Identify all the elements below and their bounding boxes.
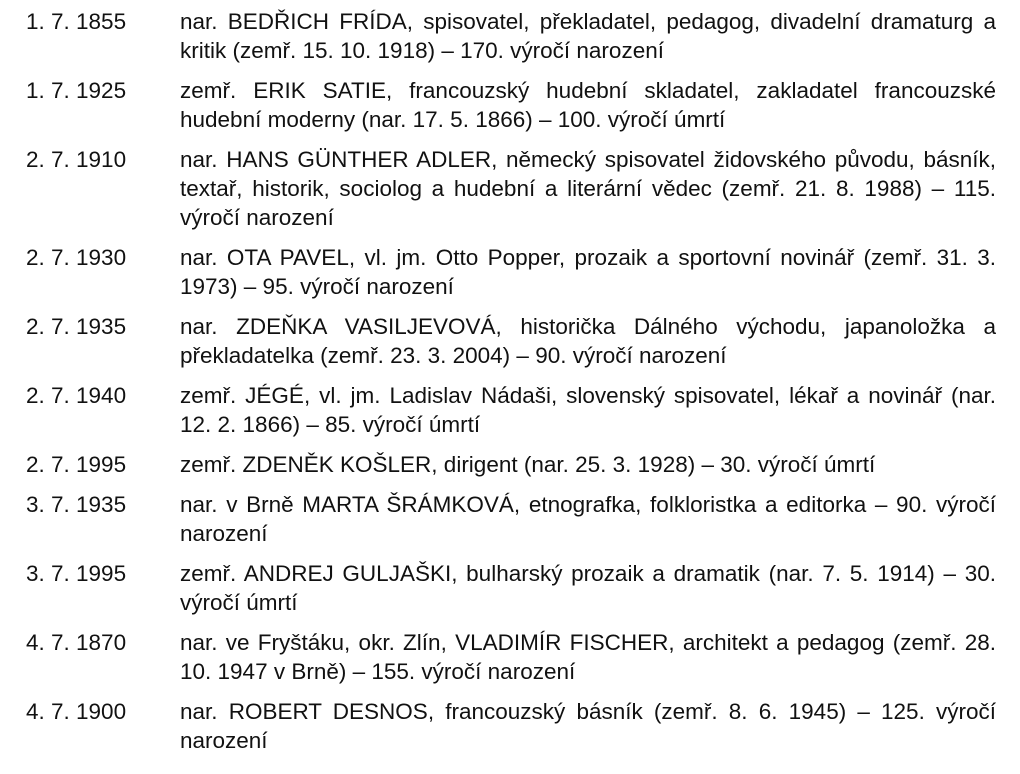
list-item (0, 7, 1020, 65)
list-item (0, 145, 1020, 232)
list-item (0, 76, 1020, 134)
list-item (0, 628, 1020, 686)
entry-text: zemř. ERIK SATIE, francouzský hudební skladatel, zakladatel francouzské hudební moderny (nar. 17. 5. 1866) – 100. výročí úmrtí (180, 78, 996, 132)
list-item (0, 490, 1020, 548)
entry-date: 2. 7. 1940 (26, 383, 127, 408)
entry-date: 2. 7. 1910 (26, 147, 127, 172)
entry-date: 1. 7. 1925 (26, 78, 127, 103)
list-item (0, 559, 1020, 617)
entry-text: zemř. ZDENĚK KOŠLER, dirigent (nar. 25. 3. 1928) – 30. výročí úmrtí (180, 452, 876, 477)
list-item (0, 312, 1020, 370)
entry-text: nar. v Brně MARTA ŠRÁMKOVÁ, etnografka, folkloristka a editorka – 90. výročí narození (180, 492, 996, 546)
entry-date: 2. 7. 1930 (26, 245, 127, 270)
entry-date: 2. 7. 1935 (26, 314, 127, 339)
entry-date: 3. 7. 1935 (26, 492, 127, 517)
anniversary-list (0, 7, 1020, 766)
entry-text: zemř. ANDREJ GULJAŠKI, bulharský prozaik a dramatik (nar. 7. 5. 1914) – 30. výročí úmrtí (180, 561, 996, 615)
entry-text: nar. HANS GÜNTHER ADLER, německý spisovatel židovského původu, básník, textař, historik, sociolog a hudební a literární vědec (zemř. 21. 8. 1988) – 115. výročí narození (180, 147, 996, 230)
entry-date: 2. 7. 1995 (26, 452, 127, 477)
list-item (0, 381, 1020, 439)
list-item (0, 697, 1020, 755)
entry-date: 1. 7. 1855 (26, 9, 127, 34)
entry-text: nar. ROBERT DESNOS, francouzský básník (zemř. 8. 6. 1945) – 125. výročí narození (180, 699, 996, 753)
list-item (0, 450, 1020, 479)
entry-text: nar. ZDEŇKA VASILJEVOVÁ, historička Dálného východu, japanoložka a překladatelka (zemř. 23. 3. 2004) – 90. výročí narození (180, 314, 996, 368)
entry-text: nar. BEDŘICH FRÍDA, spisovatel, překladatel, pedagog, divadelní dramaturg a kritik (zemř. 15. 10. 1918) – 170. výročí narození (180, 9, 996, 63)
entry-text: zemř. JÉGÉ, vl. jm. Ladislav Nádaši, slovenský spisovatel, lékař a novinář (nar. 12. 2. 1866) – 85. výročí úmrtí (180, 383, 996, 437)
entry-text: nar. ve Fryštáku, okr. Zlín, VLADIMÍR FISCHER, architekt a pedagog (zemř. 28. 10. 1947 v Brně) – 155. výročí narození (180, 630, 996, 684)
entry-date: 4. 7. 1870 (26, 630, 127, 655)
list-item (0, 243, 1020, 301)
entry-date: 3. 7. 1995 (26, 561, 127, 586)
entry-date: 4. 7. 1900 (26, 699, 127, 724)
entry-text: nar. OTA PAVEL, vl. jm. Otto Popper, prozaik a sportovní novinář (zemř. 31. 3. 1973) – 95. výročí narození (180, 245, 996, 299)
